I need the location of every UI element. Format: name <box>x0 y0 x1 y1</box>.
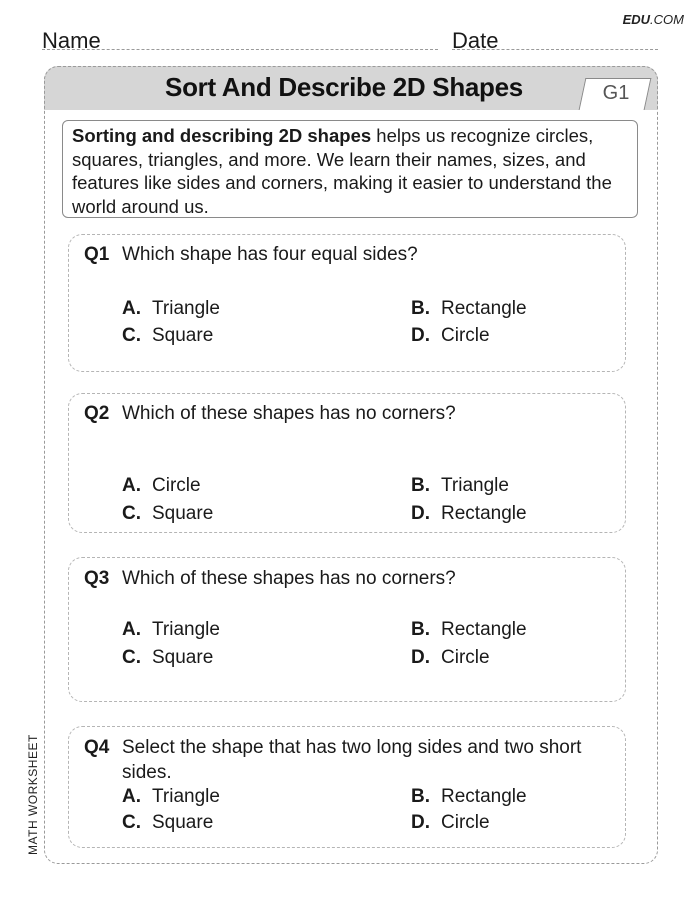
name-line[interactable] <box>42 49 438 50</box>
option-letter: B. <box>411 786 430 807</box>
option-d[interactable] <box>411 647 490 669</box>
question-number: Q3 <box>84 568 110 589</box>
option-a[interactable] <box>122 786 220 808</box>
intro-text: helps us recognize circles, squares, triangles, and more. We learn their names, sizes, and features like sides and corners, making it easier to understand the world around us. <box>72 125 612 217</box>
option-letter: C. <box>122 503 141 524</box>
option-b[interactable] <box>411 298 527 320</box>
option-letter: B. <box>411 619 430 640</box>
option-letter: D. <box>411 503 430 524</box>
brand-logo <box>623 12 684 27</box>
option-letter: C. <box>122 325 141 346</box>
name-label: Name <box>42 28 101 53</box>
option-text: Triangle <box>152 619 220 640</box>
option-c[interactable] <box>122 812 213 834</box>
option-letter: B. <box>411 475 430 496</box>
option-letter: C. <box>122 812 141 833</box>
question-number: Q2 <box>84 403 110 424</box>
option-text: Triangle <box>441 475 509 496</box>
option-text: Square <box>152 325 214 346</box>
intro-bold: Sorting and describing 2D shapes <box>72 125 372 146</box>
brand-bold: EDU <box>622 12 651 27</box>
side-label: MATH WORKSHEET <box>26 734 40 855</box>
option-letter: D. <box>411 647 430 668</box>
question-text: Which of these shapes has no corners? <box>122 568 456 589</box>
date-label: Date <box>452 28 499 53</box>
option-letter: A. <box>122 298 141 319</box>
option-text: Circle <box>152 475 201 496</box>
question-text: Which of these shapes has no corners? <box>122 403 456 424</box>
brand-rest: .COM <box>650 12 684 27</box>
option-a[interactable] <box>122 475 201 497</box>
option-text: Rectangle <box>441 298 527 319</box>
option-text: Square <box>152 503 214 524</box>
option-d[interactable] <box>411 812 490 834</box>
option-b[interactable] <box>411 619 527 641</box>
option-text: Square <box>152 812 214 833</box>
option-b[interactable] <box>411 786 527 808</box>
option-text: Rectangle <box>441 503 527 524</box>
question-text: Select the shape that has two long sides and two short sides. <box>122 737 582 783</box>
option-letter: A. <box>122 619 141 640</box>
option-text: Circle <box>441 812 490 833</box>
worksheet-title: Sort And Describe 2D Shapes <box>165 72 523 102</box>
option-text: Rectangle <box>441 619 527 640</box>
option-letter: A. <box>122 475 141 496</box>
option-a[interactable] <box>122 619 220 641</box>
option-c[interactable] <box>122 503 213 525</box>
option-letter: D. <box>411 812 430 833</box>
option-d[interactable] <box>411 503 527 525</box>
intro-box <box>62 120 638 218</box>
option-text: Triangle <box>152 298 220 319</box>
option-c[interactable] <box>122 325 213 347</box>
option-letter: B. <box>411 298 430 319</box>
option-letter: C. <box>122 647 141 668</box>
option-text: Circle <box>441 647 490 668</box>
grade-label: G1 <box>602 82 630 104</box>
option-letter: D. <box>411 325 430 346</box>
option-a[interactable] <box>122 298 220 320</box>
option-text: Circle <box>441 325 490 346</box>
question-text: Which shape has four equal sides? <box>122 244 418 265</box>
option-d[interactable] <box>411 325 490 347</box>
option-letter: A. <box>122 786 141 807</box>
option-b[interactable] <box>411 475 509 497</box>
date-line[interactable] <box>452 49 658 50</box>
question-number: Q4 <box>84 737 110 758</box>
option-text: Triangle <box>152 786 220 807</box>
option-c[interactable] <box>122 647 213 669</box>
option-text: Square <box>152 647 214 668</box>
question-number: Q1 <box>84 244 110 265</box>
option-text: Rectangle <box>441 786 527 807</box>
